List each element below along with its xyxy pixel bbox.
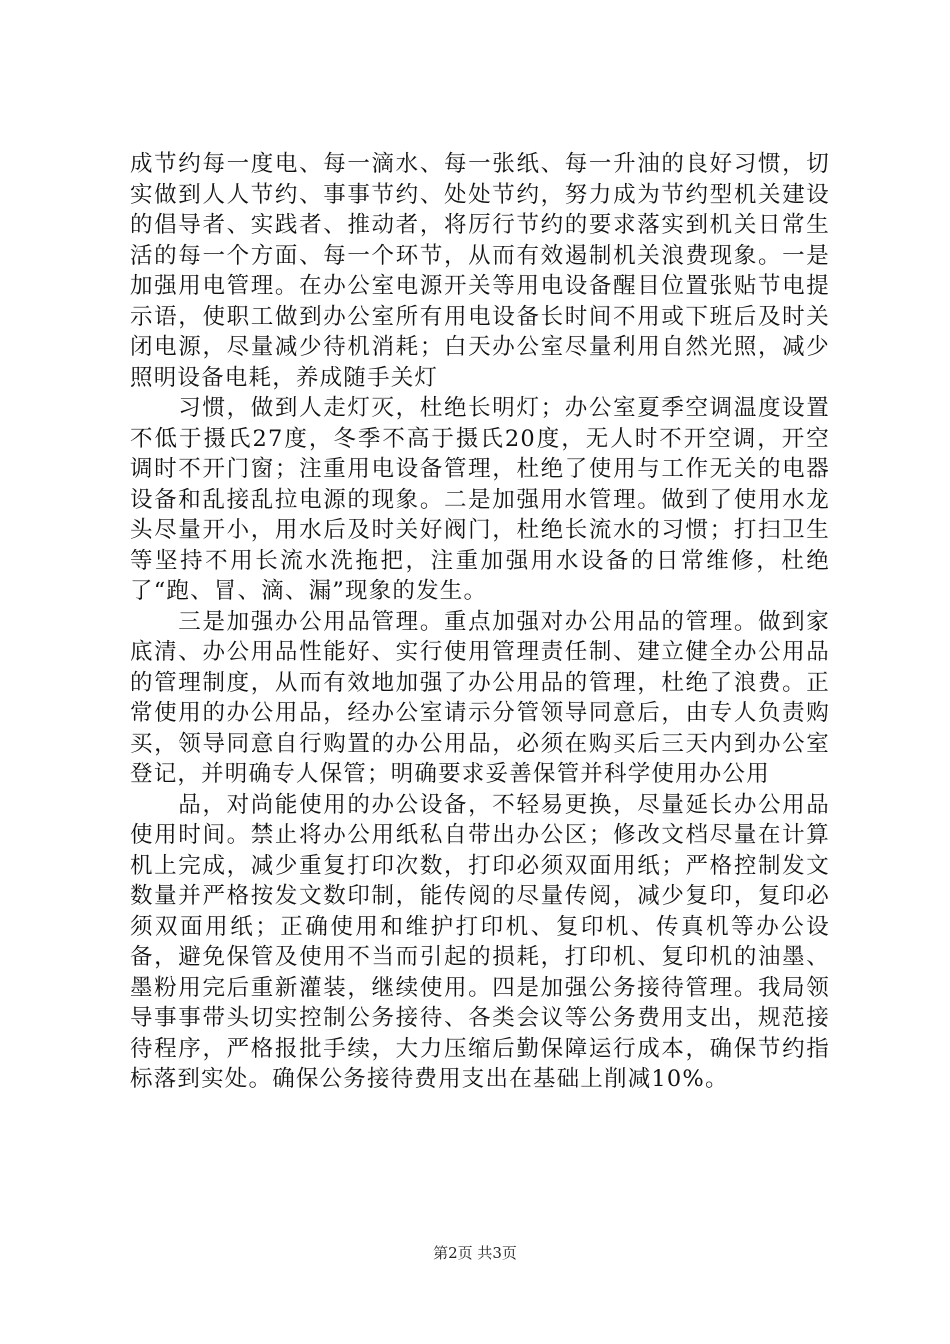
document-body (130, 149, 830, 1095)
paragraph-2: 习惯，做到人走灯灭，杜绝长明灯；办公室夏季空调温度设置不低于摄氏27度，冬季不高于摄氏20度，无人时不开空调，开空调时不开门窗；注重用电设备管理，杜绝了使用与工作无关的电器设备和乱接乱拉电源的现象。二是加强用水管理。做到了使用水龙头尽量开小，用水后及时关好阀门，杜绝长流水的习惯；打扫卫生等坚持不用长流水洗拖把，注重加强用水设备的日常维修，杜绝了“跑、冒、滴、漏”现象的发生。 (130, 395, 830, 604)
page-footer: 第2页 共3页 (433, 1244, 517, 1262)
paragraph-3: 三是加强办公用品管理。重点加强对办公用品的管理。做到家底清、办公用品性能好、实行使用管理责任制、建立健全办公用品的管理制度，从而有效地加强了办公用品的管理，杜绝了浪费。正常使用的办公用品，经办公室请示分管领导同意后，由专人负责购买，领导同意自行购置的办公用品，必须在购买后三天内到办公室登记，并明确专人保管；明确要求妥善保管并科学使用办公用 (130, 608, 830, 787)
paragraph-4: 品，对尚能使用的办公设备，不轻易更换，尽量延长办公用品使用时间。禁止将办公用纸私自带出办公区；修改文档尽量在计算机上完成，减少重复打印次数，打印必须双面用纸；严格控制发文数量并严格按发文数印制，能传阅的尽量传阅，减少复印，复印必须双面用纸；正确使用和维护打印机、复印机、传真机等办公设备，避免保管及使用不当而引起的损耗，打印机、复印机的油墨、墨粉用完后重新灌装，继续使用。四是加强公务接待管理。我局领导事事带头切实控制公务接待、各类会议等公务费用支出，规范接待程序，严格报批手续，大力压缩后勤保障运行成本，确保节约指标落到实处。确保公务接待费用支出在基础上削减10%。 (130, 791, 830, 1092)
paragraph-1: 成节约每一度电、每一滴水、每一张纸、每一升油的良好习惯，切实做到人人节约、事事节约、处处节约，努力成为节约型机关建设的倡导者、实践者、推动者，将厉行节约的要求落实到机关日常生活的每一个方面、每一个环节，从而有效遏制机关浪费现象。一是加强用电管理。在办公室电源开关等用电设备醒目位置张贴节电提示语，使职工做到办公室所有用电设备长时间不用或下班后及时关闭电源，尽量减少待机消耗；白天办公室尽量利用自然光照，减少照明设备电耗，养成随手关灯 (130, 151, 830, 391)
